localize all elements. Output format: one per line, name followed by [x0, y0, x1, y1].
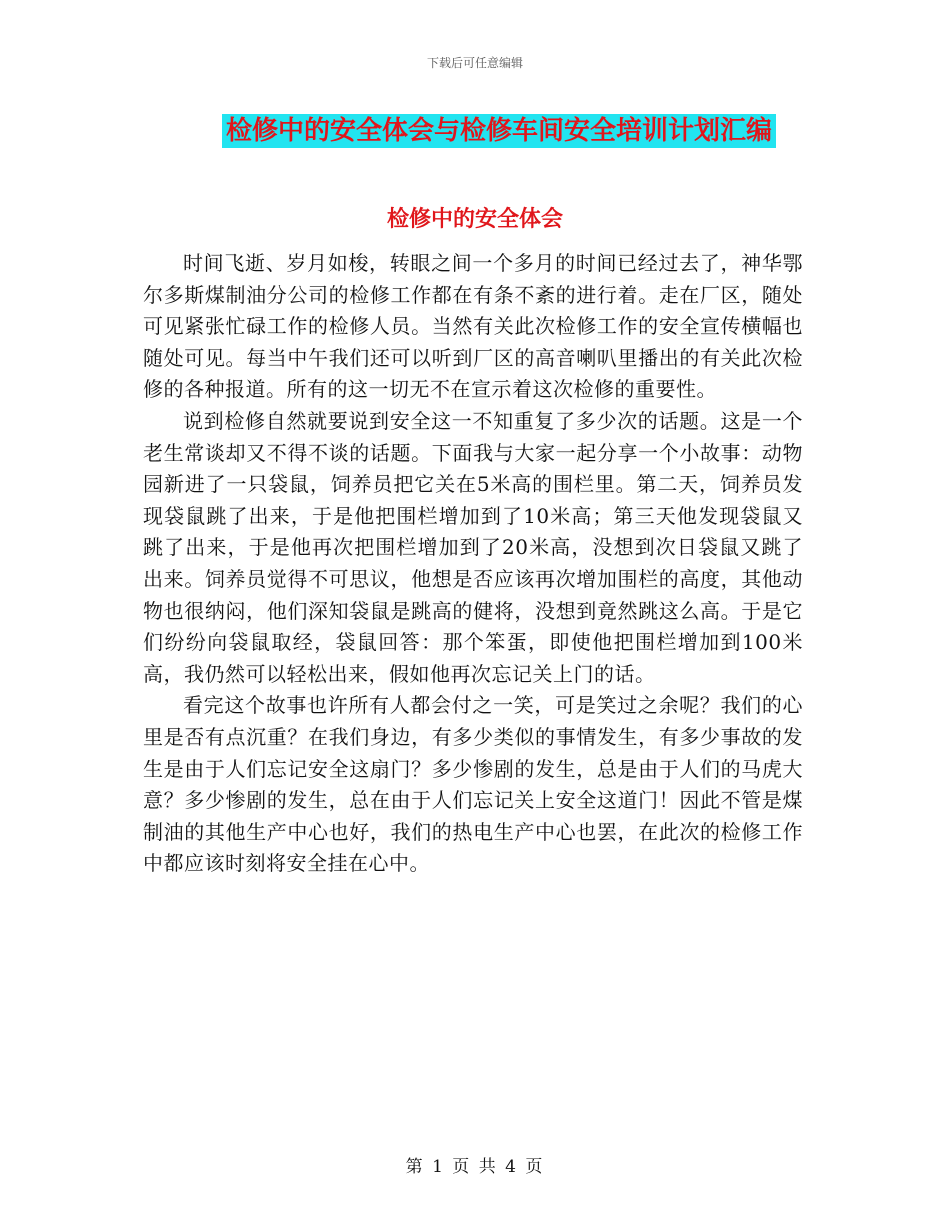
paragraph-1: 时间飞逝、岁月如梭，转眼之间一个多月的时间已经过去了，神华鄂尔多斯煤制油分公司的检修工作都在有条不紊的进行着。走在厂区，随处可见紧张忙碌工作的检修人员。当然有关此次检修工作的安全宣传横幅也随处可见。每当中午我们还可以听到厂区的高音喇叭里播出的有关此次检修的各种报道。所有的这一切无不在宣示着这次检修的重要性。 — [143, 251, 803, 402]
document-body — [143, 248, 803, 880]
header-note: 下载后可任意编辑 — [426, 56, 523, 70]
paragraph-2: 说到检修自然就要说到安全这一不知重复了多少次的话题。这是一个老生常谈却又不得不谈的话题。下面我与大家一起分享一个小故事：动物园新进了一只袋鼠，饲养员把它关在5米高的围栏里。第二天，饲养员发现袋鼠跳了出来，于是他把围栏增加到了10米高；第三天他发现袋鼠又跳了出来，于是他再次把围栏增加到了20米高，没想到次日袋鼠又跳了出来。饲养员觉得不可思议，他想是否应该再次增加围栏的高度，其他动物也很纳闷，他们深知袋鼠是跳高的健将，没想到竟然跳这么高。于是它们纷纷向袋鼠取经，袋鼠回答：那个笨蛋，即使他把围栏增加到100米高，我仍然可以轻松出来，假如他再次忘记关上门的话。 — [143, 408, 803, 686]
document-title-container — [0, 114, 950, 148]
paragraph-3: 看完这个故事也许所有人都会付之一笑，可是笑过之余呢？我们的心里是否有点沉重？在我们身边，有多少类似的事情发生，有多少事故的发生是由于人们忘记安全这扇门？多少惨剧的发生，总是由于人们的马虎大意？多少惨剧的发生，总在由于人们忘记关上安全这道门！因此不管是煤制油的其他生产中心也好，我们的热电生产中心也罢，在此次的检修工作中都应该时刻将安全挂在心中。 — [143, 693, 803, 876]
page-footer — [0, 1152, 950, 1177]
section-title: 检修中的安全体会 — [386, 207, 563, 232]
page-number-label: 第 1 页 共 4 页 — [405, 1157, 545, 1177]
document-title: 检修中的安全体会与检修车间安全培训计划汇编 — [222, 114, 776, 148]
